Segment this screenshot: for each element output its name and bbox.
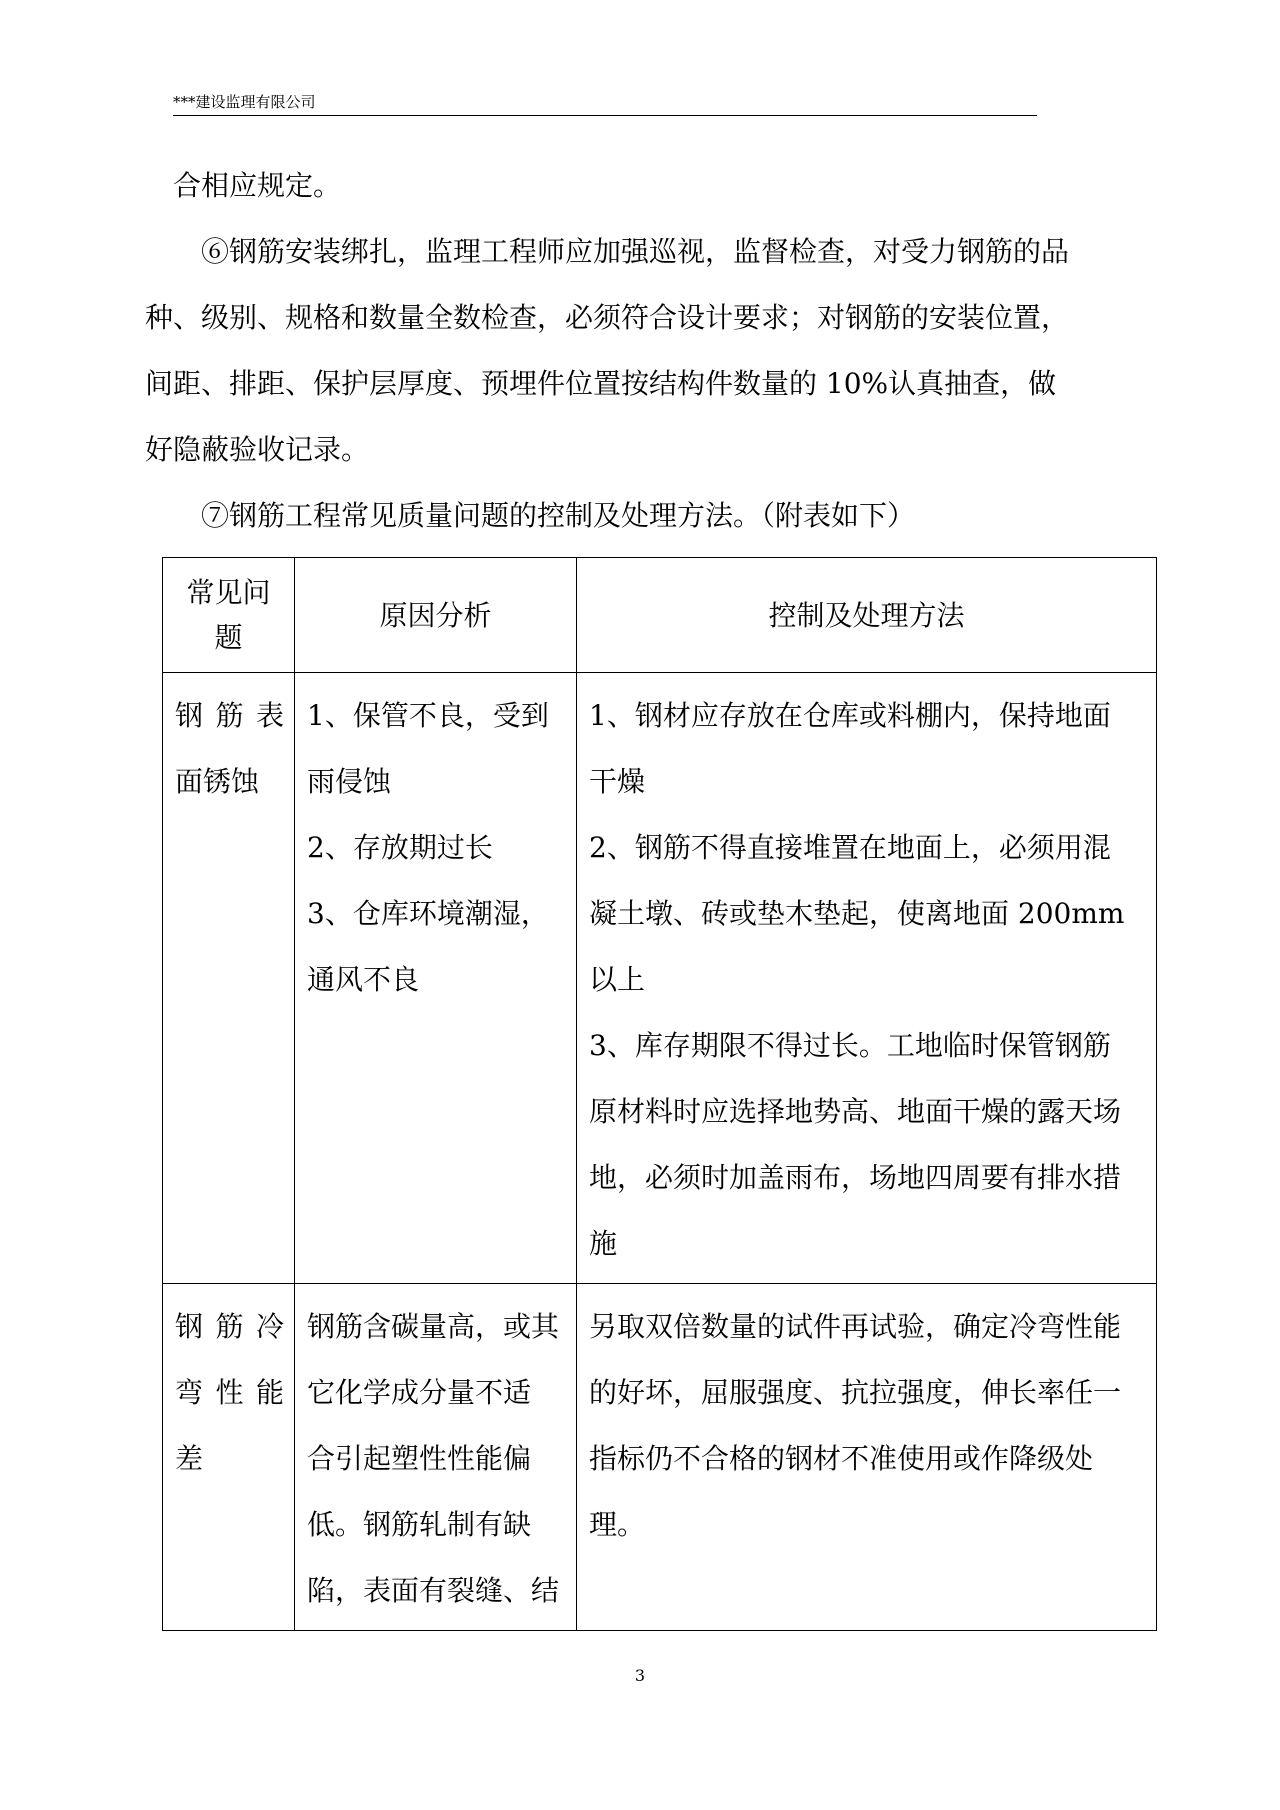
paragraph-line: 好隐蔽验收记录。 [145,433,370,466]
table-row [163,1284,1157,1631]
method-cell: 1、钢材应存放在仓库或料棚内，保持地面 干燥 2、钢筋不得直接堆置在地面上，必须用混 凝土墩、砖或垫木垫起，使离地面 200mm 以上 3、库存期限不得过长。工地临时保管钢筋 原材料时应选择地势高、地面干燥的露天场 地，必须时加盖雨布，场地四周要有排水措 施 [577,673,1157,1284]
company-name: ***建设监理有限公司 [173,93,316,111]
page-header [173,92,1037,116]
table-row [163,673,1157,1284]
cause-cell: 1、保管不良，受到 雨侵蚀 2、存放期过长 3、仓库环境潮湿， 通风不良 [295,673,577,1284]
paragraph-line: 间距、排距、保护层厚度、预埋件位置按结构件数量的 10%认真抽查，做 [145,367,1057,400]
cause-cell: 钢筋含碳量高，或其 它化学成分量不适 合引起塑性性能偏 低。钢筋轧制有缺 陷，表面有裂缝、结 [295,1284,577,1631]
header-problem: 常见问 题 [163,558,295,673]
paragraph-line: 种、级别、规格和数量全数检查，必须符合设计要求；对钢筋的安装位置， [145,301,1070,334]
paragraph-table-intro: ⑦钢筋工程常见质量问题的控制及处理方法。（附表如下） [201,499,916,532]
problem-cell: 钢筋冷 弯性能 差 [163,1284,295,1631]
paragraph-rebar-installation [145,219,1133,483]
header-cause: 原因分析 [295,558,577,673]
method-cell: 另取双倍数量的试件再试验，确定冷弯性能 的好坏，屈服强度、抗拉强度，伸长率任一 指标仍不合格的钢材不准使用或作降级处 理。 [577,1284,1157,1631]
header-method: 控制及处理方法 [577,558,1157,673]
paragraph-line: ⑥钢筋安装绑扎，监理工程师应加强巡视，监督检查，对受力钢筋的品 [201,235,1070,268]
problem-cell: 钢筋表 面锈蚀 [163,673,295,1284]
table-header-row [163,558,1157,673]
paragraph-continuation: 合相应规定。 [173,169,342,202]
quality-problem-table [162,557,1157,1631]
page-number: 3 [634,1666,646,1685]
